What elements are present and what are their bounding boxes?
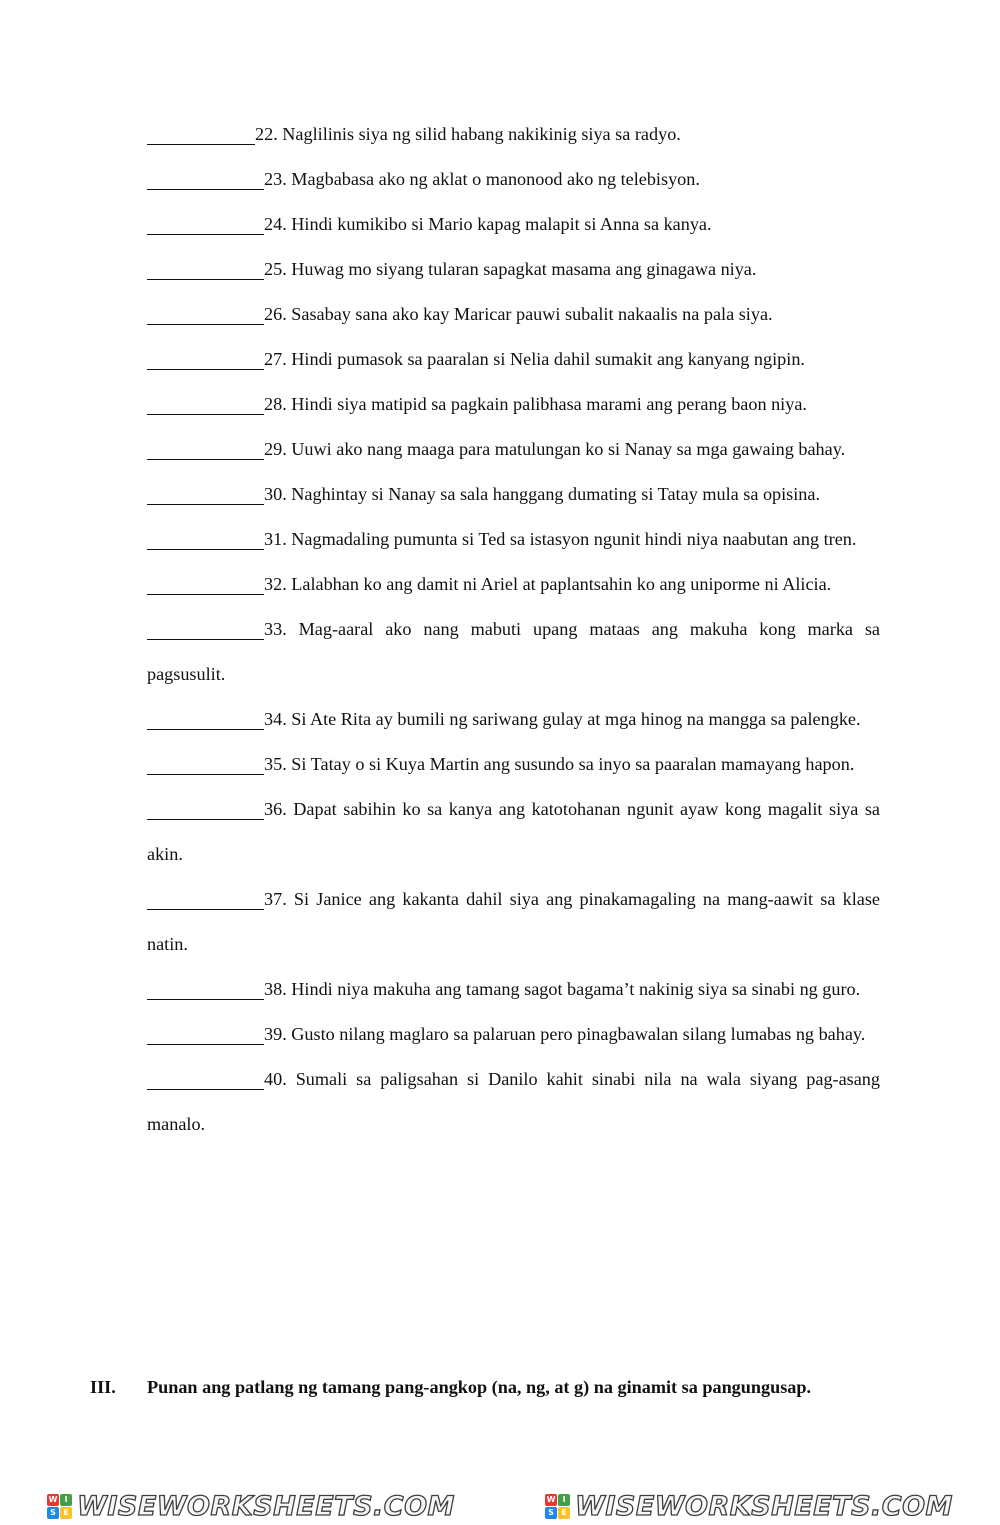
watermark-text: WISEWORKSHEETS.COM: [575, 1490, 953, 1522]
worksheet-item: [147, 292, 880, 337]
answer-blank-input[interactable]: [147, 755, 264, 775]
answer-blank-input[interactable]: [147, 305, 264, 325]
worksheet-item: [147, 562, 880, 607]
item-number: 38.: [264, 979, 287, 999]
wiseworksheets-logo-icon: W I S E: [47, 1494, 72, 1519]
item-sentence: Mag-aaral ako nang mabuti upang mataas ang makuha kong marka sa pagsusulit.: [147, 619, 881, 684]
worksheet-item: [147, 157, 880, 202]
item-sentence: Hindi siya matipid sa pagkain palibhasa marami ang perang baon niya.: [291, 394, 807, 414]
item-sentence: Nagmadaling pumunta si Ted sa istasyon ngunit hindi niya naabutan ang tren.: [291, 529, 857, 549]
worksheet-item: [147, 427, 880, 472]
item-sentence: Hindi niya makuha ang tamang sagot bagama’t nakinig siya sa sinabi ng guro.: [291, 979, 861, 999]
item-number: 37.: [264, 889, 287, 909]
worksheet-item: [147, 1057, 880, 1147]
item-number: 31.: [264, 529, 287, 549]
item-number: 22.: [255, 124, 278, 144]
worksheet-item: [147, 787, 880, 877]
worksheet-item: [147, 517, 880, 562]
item-number: 24.: [264, 214, 287, 234]
watermark-text: WISEWORKSHEETS.COM: [77, 1490, 455, 1522]
answer-blank-input[interactable]: [147, 800, 264, 820]
wiseworksheets-logo-icon: W I S E: [545, 1494, 570, 1519]
answer-blank-input[interactable]: [147, 1070, 264, 1090]
item-number: 30.: [264, 484, 287, 504]
worksheet-item: [147, 877, 880, 967]
worksheet-item: [147, 202, 880, 247]
worksheet-items: [147, 112, 880, 1147]
item-sentence: Dapat sabihin ko sa kanya ang katotohanan ngunit ayaw kong magalit siya sa akin.: [147, 799, 880, 864]
item-number: 35.: [264, 754, 287, 774]
item-sentence: Sumali sa paligsahan si Danilo kahit sinabi nila na wala siyang pag-asang manalo.: [147, 1069, 880, 1134]
item-sentence: Hindi kumikibo si Mario kapag malapit si Anna sa kanya.: [291, 214, 712, 234]
item-sentence: Si Ate Rita ay bumili ng sariwang gulay at mga hinog na mangga sa palengke.: [291, 709, 861, 729]
item-number: 26.: [264, 304, 287, 324]
item-number: 25.: [264, 259, 287, 279]
answer-blank-input[interactable]: [147, 620, 264, 640]
item-sentence: Si Janice ang kakanta dahil siya ang pinakamagaling na mang-aawit sa klase natin.: [147, 889, 880, 954]
worksheet-item: [147, 472, 880, 517]
answer-blank-input[interactable]: [147, 395, 264, 415]
answer-blank-input[interactable]: [147, 440, 264, 460]
item-sentence: Sasabay sana ako kay Maricar pauwi subalit nakaalis na pala siya.: [291, 304, 773, 324]
answer-blank-input[interactable]: [147, 260, 264, 280]
item-sentence: Uuwi ako nang maaga para matulungan ko si Nanay sa mga gawaing bahay.: [291, 439, 846, 459]
worksheet-item: [147, 382, 880, 427]
item-sentence: Lalabhan ko ang damit ni Ariel at paplantsahin ko ang uniporme ni Alicia.: [291, 574, 832, 594]
answer-blank-input[interactable]: [147, 575, 264, 595]
item-number: 23.: [264, 169, 287, 189]
item-sentence: Naghintay si Nanay sa sala hanggang dumating si Tatay mula sa opisina.: [291, 484, 821, 504]
item-number: 28.: [264, 394, 287, 414]
worksheet-item: [147, 112, 880, 157]
answer-blank-input[interactable]: [147, 485, 264, 505]
item-sentence: Huwag mo siyang tularan sapagkat masama ang ginagawa niya.: [291, 259, 757, 279]
watermark: [545, 1491, 953, 1522]
section-heading: [90, 1372, 890, 1402]
item-sentence: Naglilinis siya ng silid habang nakikinig siya sa radyo.: [282, 124, 681, 144]
answer-blank-input[interactable]: [147, 350, 264, 370]
item-sentence: Si Tatay o si Kuya Martin ang susundo sa inyo sa paaralan mamayang hapon.: [291, 754, 855, 774]
worksheet-item: [147, 742, 880, 787]
answer-blank-input[interactable]: [147, 215, 264, 235]
answer-blank-input[interactable]: [147, 170, 264, 190]
item-number: 33.: [264, 619, 287, 639]
item-sentence: Gusto nilang maglaro sa palaruan pero pinagbawalan silang lumabas ng bahay.: [291, 1024, 866, 1044]
item-sentence: Hindi pumasok sa paaralan si Nelia dahil sumakit ang kanyang ngipin.: [291, 349, 805, 369]
item-number: 32.: [264, 574, 287, 594]
answer-blank-input[interactable]: [147, 125, 255, 145]
item-number: 34.: [264, 709, 287, 729]
item-sentence: Magbabasa ako ng aklat o manonood ako ng telebisyon.: [291, 169, 700, 189]
watermark-footer: [0, 1487, 1000, 1525]
section-number: III.: [90, 1377, 116, 1397]
worksheet-item: [147, 337, 880, 382]
watermark: [47, 1491, 455, 1522]
answer-blank-input[interactable]: [147, 710, 264, 730]
worksheet-item: [147, 607, 880, 697]
item-number: 36.: [264, 799, 287, 819]
answer-blank-input[interactable]: [147, 890, 264, 910]
answer-blank-input[interactable]: [147, 1025, 264, 1045]
worksheet-item: [147, 247, 880, 292]
worksheet-item: [147, 697, 880, 742]
item-number: 29.: [264, 439, 287, 459]
item-number: 40.: [264, 1069, 287, 1089]
worksheet-item: [147, 967, 880, 1012]
answer-blank-input[interactable]: [147, 980, 264, 1000]
item-number: 39.: [264, 1024, 287, 1044]
section-instruction: Punan ang patlang ng tamang pang-angkop (na, ng, at g) na ginamit sa pangungusap.: [147, 1377, 812, 1397]
item-number: 27.: [264, 349, 287, 369]
answer-blank-input[interactable]: [147, 530, 264, 550]
worksheet-item: [147, 1012, 880, 1057]
